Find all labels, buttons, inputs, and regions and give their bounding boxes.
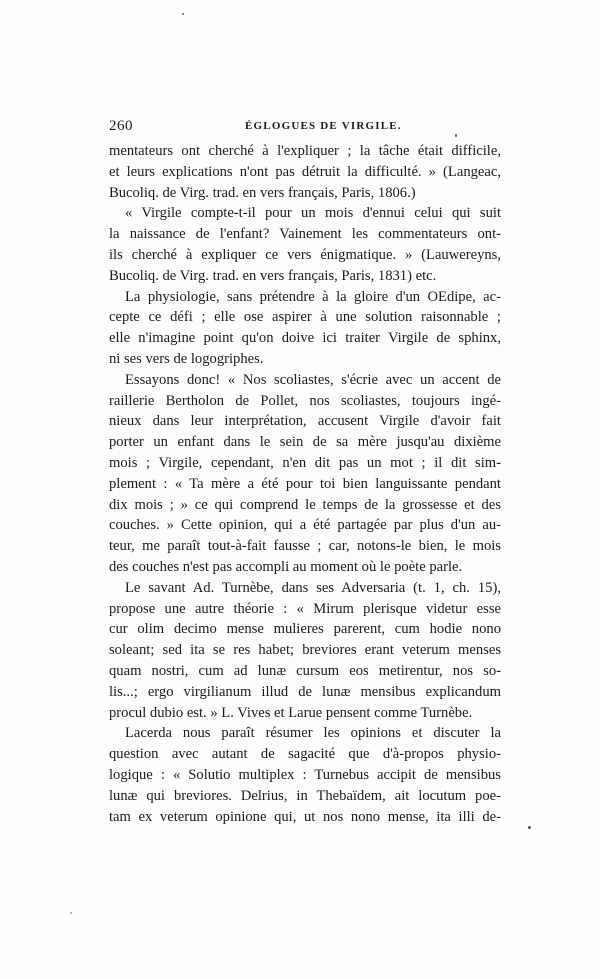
text-line: ils cherché à expliquer ce vers énigmatique. » (Lauwereyns, xyxy=(109,246,501,263)
text-line: mois ; Virgile, cependant, n'en dit pas un mot ; il dit sim- xyxy=(109,454,501,471)
text-line: La physiologie, sans prétendre à la gloire d'un OEdipe, ac- xyxy=(125,288,501,305)
text-line: elle n'imagine point qu'on doive ici traiter Virgile de sphinx, xyxy=(109,330,501,347)
text-line: dix mois ; » ce qui comprend le temps de la grossesse et des xyxy=(109,496,501,513)
text-line: Bucoliq. de Virg. trad. en vers français, Paris, 1831) etc. xyxy=(109,267,437,284)
text-line: cur olim decimo mense mulieres parerent, cum hodie nono xyxy=(109,621,501,638)
running-title: ÉGLOGUES DE VIRGILE. xyxy=(245,120,402,132)
text-line: Le savant Ad. Turnèbe, dans ses Adversaria (t. 1, ch. 15), xyxy=(125,579,501,596)
text-line: logique : « Solutio multiplex : Turnebus accipit de mensibus xyxy=(109,766,501,783)
text-line: quam nostri, cum ad lunæ cursum eos metirentur, nos so- xyxy=(109,662,501,679)
text-line: ni ses vers de logogriphes. xyxy=(109,350,264,367)
text-line: plement : « Ta mère a été pour toi bien languissante pendant xyxy=(109,475,501,492)
text-line: et leurs explications n'ont pas détruit la difficulté. » (Langeac, xyxy=(109,163,501,180)
print-speck xyxy=(455,134,457,137)
page-header xyxy=(109,118,501,136)
text-line: cepte ce défi ; elle ose aspirer à une solution raisonnable ; xyxy=(109,309,501,326)
page-number: 260 xyxy=(109,118,133,134)
text-line: tam ex veterum opinione qui, ut nos nono mense, ita illi de- xyxy=(109,808,501,825)
text-line: mentateurs ont cherché à l'expliquer ; la tâche était difficile, xyxy=(109,143,501,159)
text-line: Lacerda nous paraît résumer les opinions et discuter la xyxy=(125,725,501,742)
text-line: couches. » Cette opinion, qui a été partagée par plus d'un au- xyxy=(109,517,501,534)
text-line: raillerie Bertholon de Pollet, nos scoliastes, toujours ingé- xyxy=(109,392,501,409)
print-speck xyxy=(528,826,531,829)
text-line: lis...; ergo virgilianum illud de lunæ mensibus explicandum xyxy=(109,683,501,700)
text-line: question avec autant de sagacité que d'à-propos physio- xyxy=(109,746,501,763)
text-line: propose une autre théorie : « Mirum plerisque videtur esse xyxy=(109,600,501,617)
print-speck xyxy=(182,13,184,15)
text-line: teur, me paraît tout-à-fait fausse ; car, notons-le bien, le mois xyxy=(109,538,501,555)
body-text xyxy=(109,141,501,827)
text-line: Bucoliq. de Virg. trad. en vers français, Paris, 1806.) xyxy=(109,184,416,201)
text-line: porter un enfant dans le sein de sa mère jusqu'au dixième xyxy=(109,434,501,451)
text-line: Essayons donc! « Nos scoliastes, s'écrie avec un accent de xyxy=(125,371,501,388)
text-line: « Virgile compte-t-il pour un mois d'ennui celui qui suit xyxy=(125,205,501,222)
text-line: procul dubio est. » L. Vives et Larue pensent comme Turnèbe. xyxy=(109,704,473,721)
text-line: des couches n'est pas accompli au moment où le poète parle. xyxy=(109,558,463,575)
text-line: soleant; sed ita se res habet; breviores erant veterum menses xyxy=(109,642,501,659)
text-line: lunæ qui breviores. Delrius, in Thebaïdem, ait locutum poe- xyxy=(109,787,501,804)
text-line: nieux dans leur interprétation, accusent Virgile d'avoir fait xyxy=(109,413,501,430)
print-speck xyxy=(70,912,72,914)
text-line: la naissance de l'enfant? Vainement les commentateurs ont- xyxy=(109,226,501,243)
